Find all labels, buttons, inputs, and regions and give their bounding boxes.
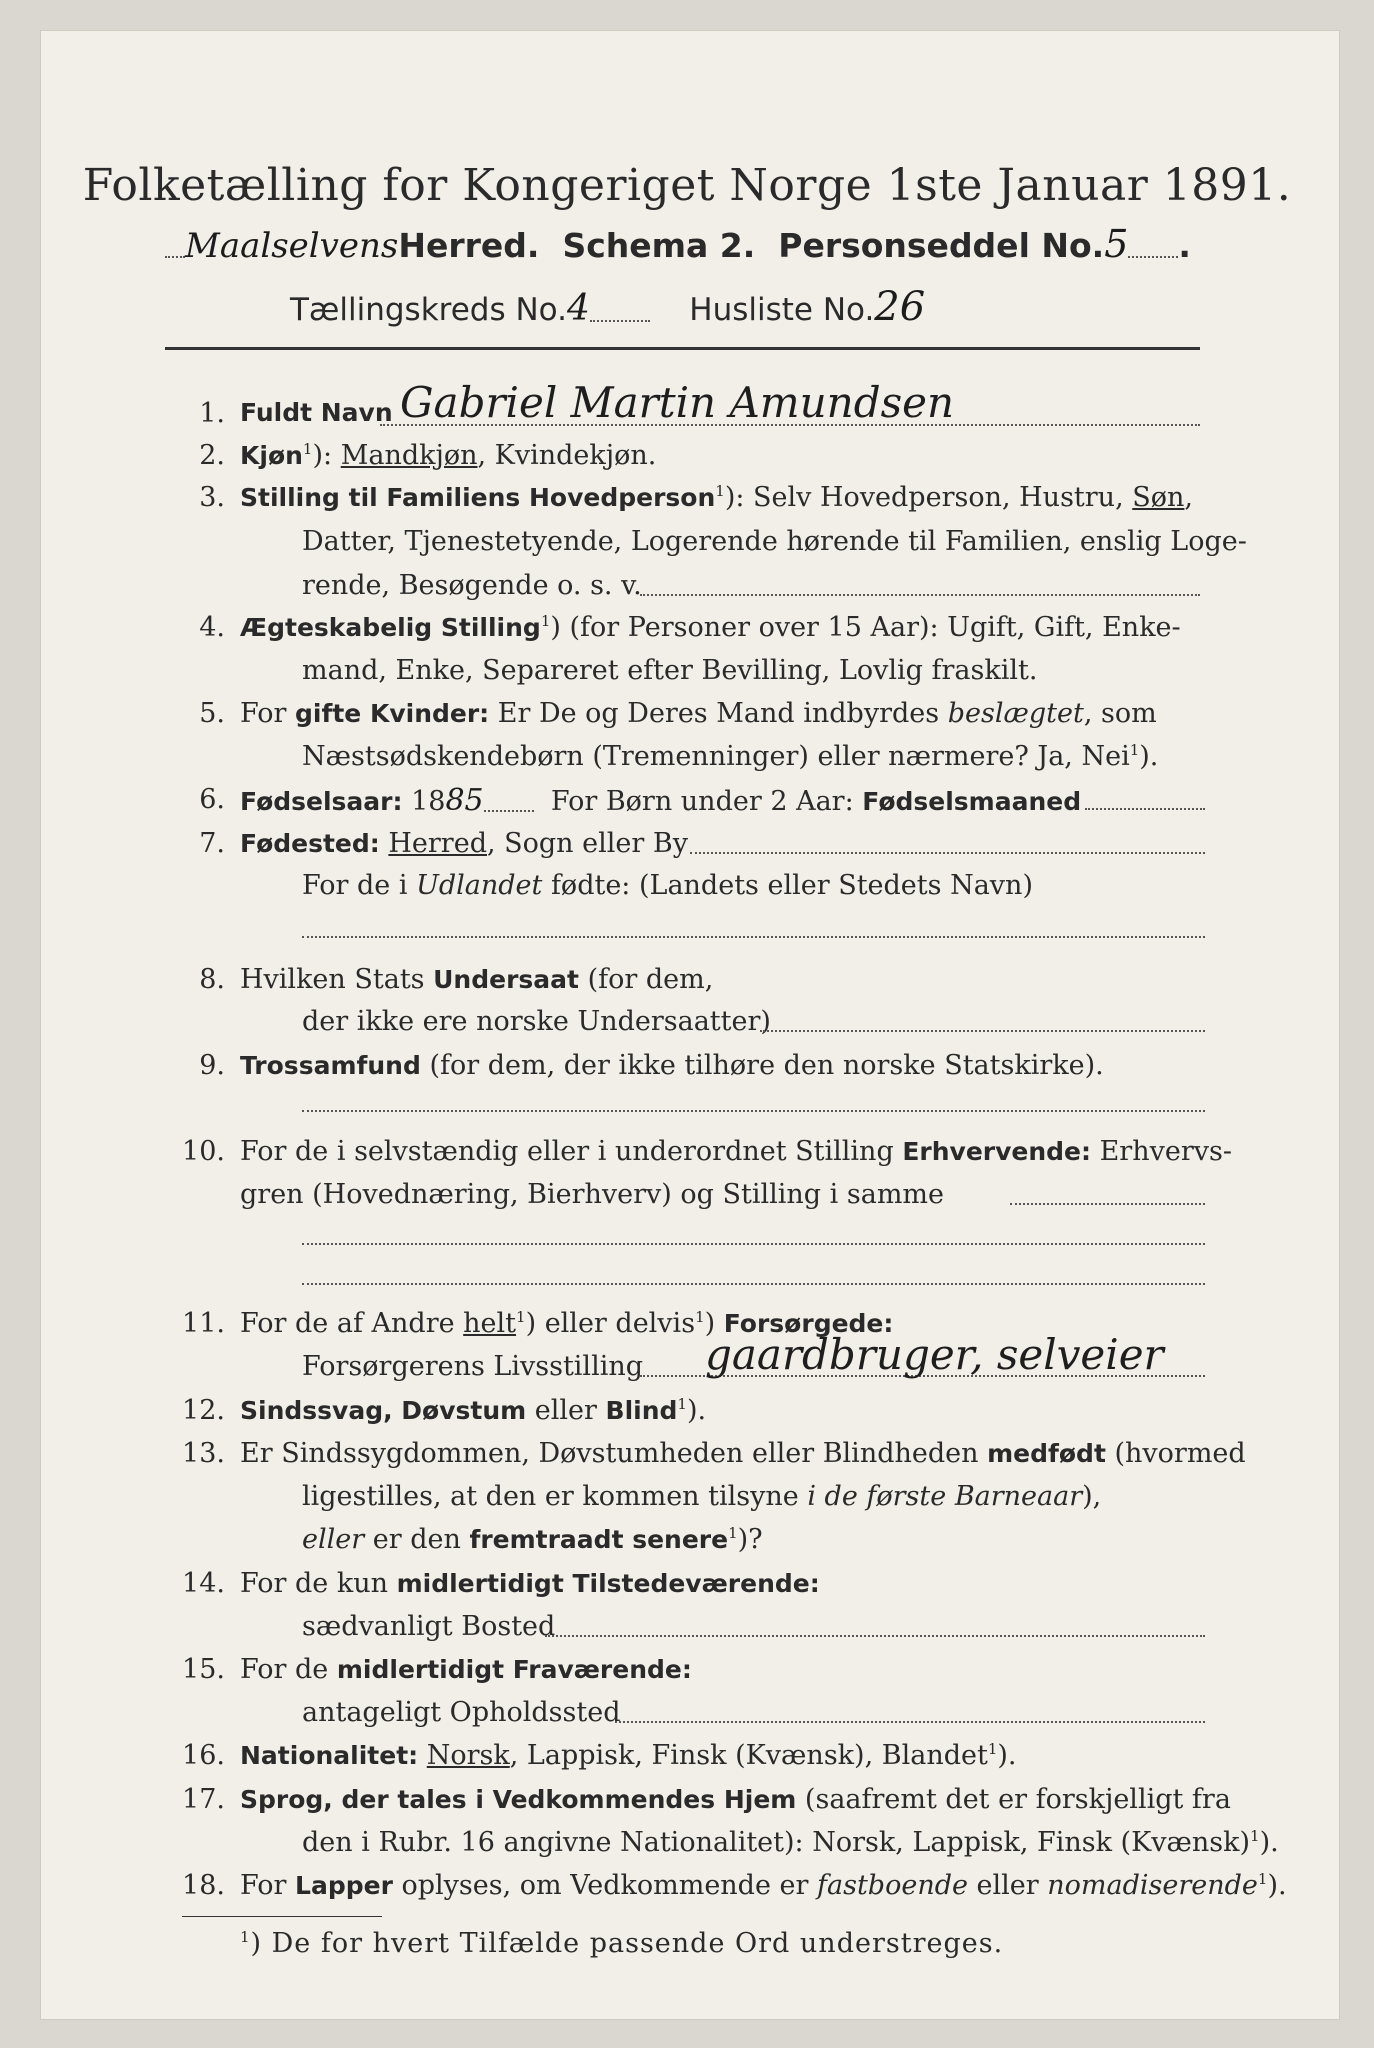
kreds-number: 4 <box>566 288 590 329</box>
herred-label: Herred. <box>398 226 540 265</box>
birthplace-selected: Herred <box>388 828 487 859</box>
kreds-line <box>290 284 925 330</box>
husliste-number: 26 <box>874 284 926 330</box>
herred-name: Maalselvens <box>185 226 399 266</box>
herred-line: MaalselvensHerred. Schema 2. Personseddel No.5 . <box>165 222 1191 266</box>
item-1-label: Fuldt Navn <box>240 398 393 427</box>
nationality-selected: Norsk <box>426 1740 510 1771</box>
personseddel-label: Personseddel No. <box>778 226 1105 265</box>
kreds-label: Tællingskreds No. <box>290 292 567 328</box>
form-title: Folketælling for Kongeriget Norge 1ste Januar 1891. <box>82 160 1292 211</box>
family-position-selected: Søn <box>1132 482 1185 513</box>
gender-selected: Mandkjøn <box>340 440 478 471</box>
footnote: $^1$) De for hvert Tilfælde passende Ord understreges. <box>240 1928 1004 1959</box>
personseddel-number: 5 <box>1104 222 1129 266</box>
support-selected: helt <box>463 1308 517 1339</box>
footnote-divider <box>182 1916 382 1917</box>
full-name-value: Gabriel Martin Amundsen <box>400 378 955 427</box>
husliste-label: Husliste No. <box>689 292 875 328</box>
schema-label: Schema 2. <box>562 226 756 265</box>
birth-year-value: 85 <box>445 783 484 818</box>
header-divider <box>165 347 1200 350</box>
provider-occupation-value: gaardbruger, selveier <box>705 1330 1164 1379</box>
